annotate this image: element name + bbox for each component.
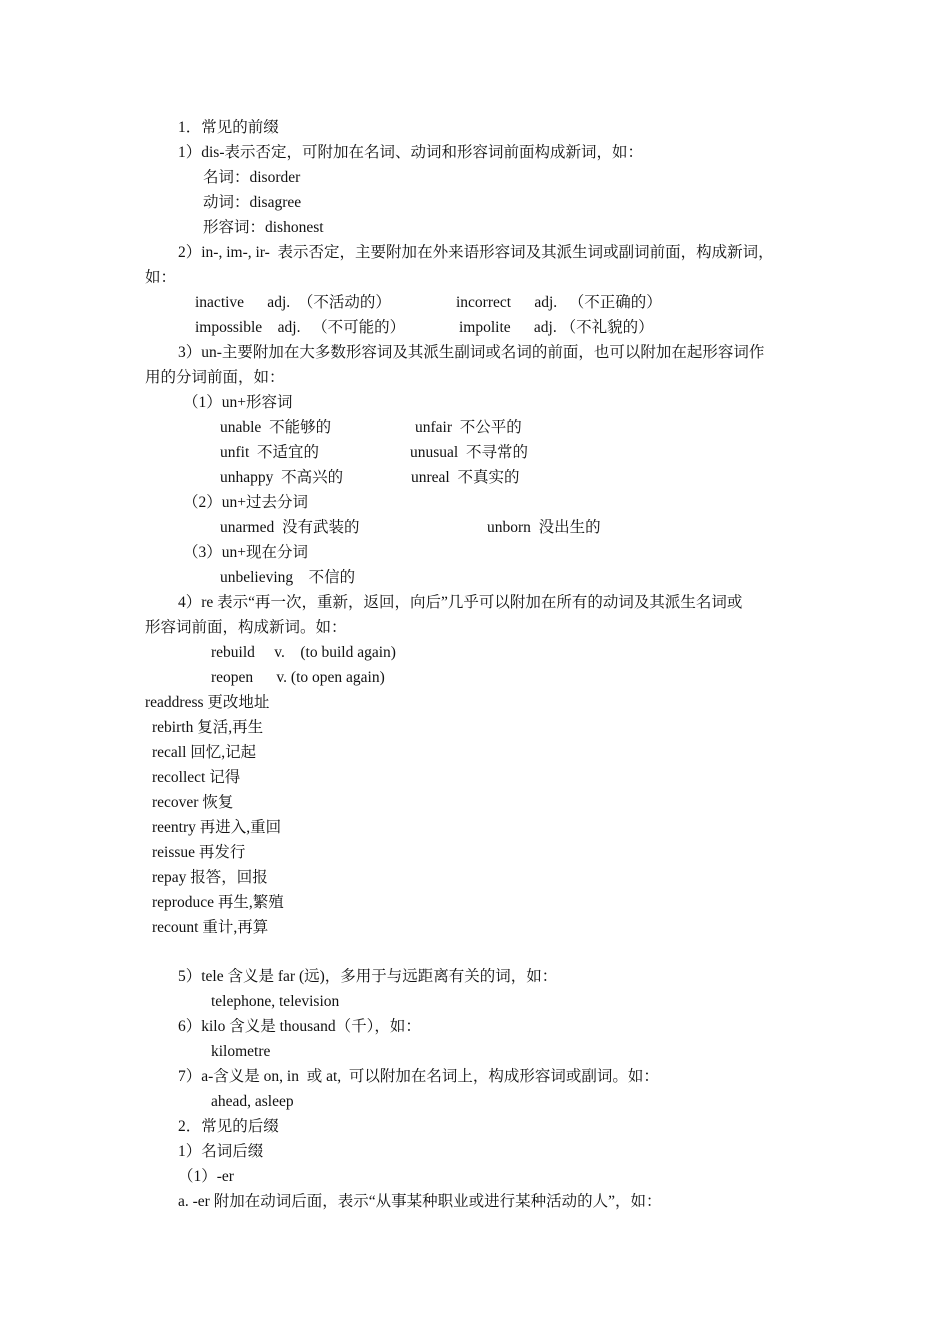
text-line: unhappy 不高兴的 [220, 469, 344, 486]
heading-common-suffixes: 2．常见的后缀 [178, 1118, 279, 1135]
text-line: unreal 不真实的 [411, 469, 520, 486]
text-line: reopen v. (to open again) [211, 669, 385, 686]
text-line: 5）tele 含义是 far (远)，多用于与远距离有关的词，如： [178, 968, 558, 985]
text-line: recover 恢复 [152, 794, 234, 811]
text-line: reissue 再发行 [152, 844, 246, 861]
text-line: 形容词前面，构成新词。如： [145, 619, 347, 636]
text-line: a. -er 附加在动词后面，表示“从事某种职业或进行某种活动的人”，如： [178, 1193, 662, 1210]
text-line: 1）dis-表示否定，可附加在名词、动词和形容词前面构成新词，如： [178, 144, 644, 161]
text-line: inactive adj. （不活动的） [195, 294, 391, 311]
text-line: impossible adj. （不可能的） [195, 319, 406, 336]
text-line: 3）un-主要附加在大多数形容词及其派生副词或名词的前面，也可以附加在起形容词作 [178, 344, 765, 361]
heading-common-prefixes: 1．常见的前缀 [178, 119, 279, 136]
text-line: （2）un+过去分词 [183, 494, 308, 511]
text-line: 7）a-含义是 on, in 或 at, 可以附加在名词上，构成形容词或副词。如： [178, 1068, 659, 1085]
text-line: telephone, television [211, 993, 340, 1010]
text-line: reproduce 再生,繁殖 [152, 894, 284, 911]
text-line: recall 回忆,记起 [152, 744, 257, 761]
text-line: recount 重计,再算 [152, 919, 269, 936]
text-line: unborn 没出生的 [487, 519, 601, 536]
text-line: unarmed 没有武装的 [220, 519, 360, 536]
text-line: repay 报答，回报 [152, 869, 268, 886]
text-line: 6）kilo 含义是 thousand（千），如： [178, 1018, 421, 1035]
text-line: recollect 记得 [152, 769, 241, 786]
text-line: unusual 不寻常的 [410, 444, 528, 461]
text-line: 形容词：dishonest [203, 219, 324, 236]
text-line: rebuild v. (to build again) [211, 644, 396, 661]
text-line: impolite adj. （不礼貌的） [459, 319, 654, 336]
text-line: 名词：disorder [203, 169, 301, 186]
text-line: 2）in-, im-, ir- 表示否定，主要附加在外来语形容词及其派生词或副词前面，构成新词， [178, 244, 774, 261]
text-line: 4）re 表示“再一次，重新，返回，向后”几乎可以附加在所有的动词及其派生名词或 [178, 594, 743, 611]
text-line: （3）un+现在分词 [183, 544, 308, 561]
text-line: 动词：disagree [203, 194, 302, 211]
text-line: unbelieving 不信的 [220, 569, 356, 586]
text-line: 1）名词后缀 [178, 1143, 264, 1160]
text-line: readdress 更改地址 [145, 694, 270, 711]
text-line: unfit 不适宜的 [220, 444, 320, 461]
text-line: reentry 再进入,重回 [152, 819, 282, 836]
text-line: incorrect adj. （不正确的） [456, 294, 662, 311]
text-line: ahead, asleep [211, 1093, 294, 1110]
text-line: rebirth 复活,再生 [152, 719, 264, 736]
text-line: （1）-er [178, 1168, 234, 1185]
text-line: unable 不能够的 [220, 419, 332, 436]
text-line: kilometre [211, 1043, 271, 1060]
text-line: 如： [145, 269, 177, 286]
text-line: （1）un+形容词 [183, 394, 293, 411]
text-line: 用的分词前面，如： [145, 369, 285, 386]
text-line: unfair 不公平的 [415, 419, 522, 436]
